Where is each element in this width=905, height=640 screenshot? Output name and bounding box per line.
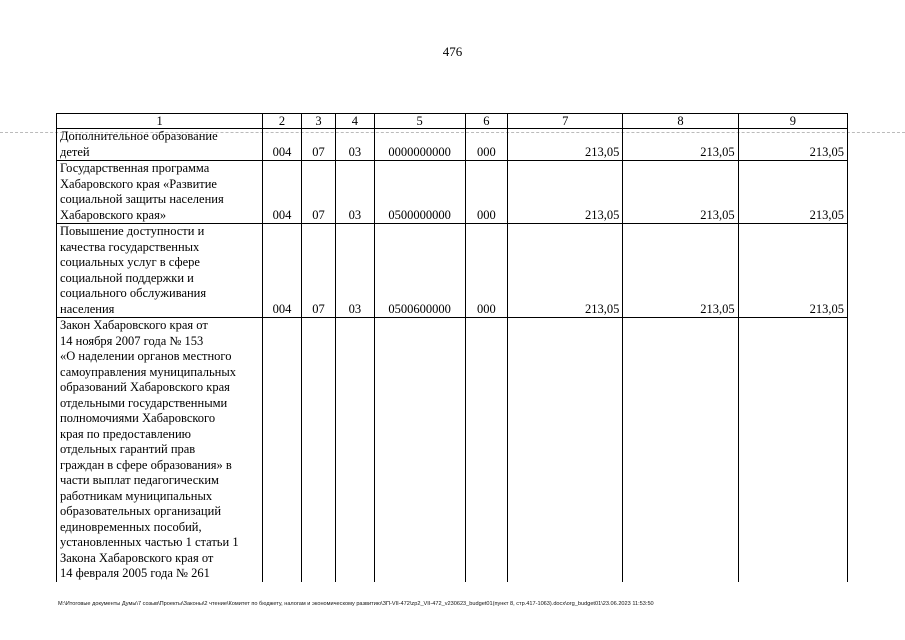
name-line: Повышение доступности и bbox=[60, 224, 205, 238]
name-line: Закона Хабаровского края от bbox=[60, 550, 214, 565]
name-line: края по предоставлению bbox=[60, 426, 192, 441]
column-header: 7 bbox=[508, 114, 623, 129]
name-line: самоуправления муниципальных bbox=[60, 364, 236, 379]
name-line: полномочиями Хабаровского bbox=[60, 411, 216, 425]
row-name-cell bbox=[57, 129, 263, 161]
column-header: 5 bbox=[374, 114, 465, 129]
cell-amount: 213,05 bbox=[738, 129, 847, 161]
name-line: социального обслуживания bbox=[60, 286, 207, 300]
row-name-cell bbox=[57, 318, 263, 582]
name-line: образовательных организаций bbox=[60, 504, 222, 518]
cell-amount: 213,05 bbox=[508, 224, 623, 318]
cell-section bbox=[301, 318, 335, 582]
name-line: работникам муниципальных bbox=[60, 488, 213, 503]
row-name-cell bbox=[57, 161, 263, 224]
document-path-footer: M:\Итоговые документы Думы\7 созыв\Проекты\Законы\2 чтение\Комитет по бюджету, налогам и экономическому развитию\ЗП-VII-472\zp2_VII-472_v230623_budget01(пункт 8, стр.417-1063).docx\org_budget01\23.06.2023 11:53:50 bbox=[58, 601, 654, 607]
column-header: 6 bbox=[465, 114, 507, 129]
name-line: социальной защиты населения bbox=[60, 192, 224, 206]
table-row bbox=[57, 161, 848, 224]
column-header: 8 bbox=[623, 114, 738, 129]
cell-subsection bbox=[336, 318, 374, 582]
name-line: граждан в сфере образования» в bbox=[60, 457, 232, 472]
name-line: Хабаровского края» bbox=[60, 207, 167, 222]
name-line: социальной поддержки и bbox=[60, 270, 194, 285]
cell-target-article: 0500000000 bbox=[374, 161, 465, 224]
cell-amount bbox=[623, 318, 738, 582]
name-line: Хабаровского края «Развитие bbox=[60, 176, 217, 191]
cell-expense-type: 000 bbox=[465, 161, 507, 224]
cell-target-article: 0500600000 bbox=[374, 224, 465, 318]
name-line: единовременных пособий, bbox=[60, 519, 202, 534]
column-header: 1 bbox=[57, 114, 263, 129]
column-header: 2 bbox=[263, 114, 301, 129]
name-line: отдельных гарантий прав bbox=[60, 442, 196, 456]
cell-code bbox=[263, 318, 301, 582]
table-row bbox=[57, 224, 848, 318]
cell-code: 004 bbox=[263, 129, 301, 161]
column-header: 9 bbox=[738, 114, 847, 129]
name-line: детей bbox=[60, 144, 90, 159]
cell-section: 07 bbox=[301, 129, 335, 161]
cell-subsection: 03 bbox=[336, 161, 374, 224]
cell-amount bbox=[738, 318, 847, 582]
cell-expense-type: 000 bbox=[465, 129, 507, 161]
name-line: населения bbox=[60, 301, 115, 316]
cell-subsection: 03 bbox=[336, 129, 374, 161]
cell-amount: 213,05 bbox=[738, 161, 847, 224]
name-line: социальных услуг в сфере bbox=[60, 255, 200, 269]
name-line: 14 ноября 2007 года № 153 bbox=[60, 333, 204, 348]
name-line: «О наделении органов местного bbox=[60, 349, 232, 363]
cell-section: 07 bbox=[301, 161, 335, 224]
cell-amount: 213,05 bbox=[508, 129, 623, 161]
table-row bbox=[57, 129, 848, 161]
cell-amount: 213,05 bbox=[623, 161, 738, 224]
table-header-row bbox=[57, 114, 848, 129]
cell-amount bbox=[508, 318, 623, 582]
cell-amount: 213,05 bbox=[508, 161, 623, 224]
column-header: 3 bbox=[301, 114, 335, 129]
page-number: 476 bbox=[442, 44, 463, 59]
cell-target-article bbox=[374, 318, 465, 582]
name-line: качества государственных bbox=[60, 239, 200, 254]
name-line: части выплат педагогическим bbox=[60, 473, 219, 487]
cell-amount: 213,05 bbox=[623, 224, 738, 318]
name-line: Закон Хабаровского края от bbox=[60, 318, 208, 332]
table-row bbox=[57, 318, 848, 582]
name-line: отдельными государственными bbox=[60, 395, 228, 410]
cell-amount: 213,05 bbox=[623, 129, 738, 161]
name-line: 14 февраля 2005 года № 261 bbox=[60, 566, 210, 580]
budget-table bbox=[56, 113, 848, 582]
cell-code: 004 bbox=[263, 224, 301, 318]
cell-expense-type bbox=[465, 318, 507, 582]
cell-target-article: 0000000000 bbox=[374, 129, 465, 161]
cell-code: 004 bbox=[263, 161, 301, 224]
column-header: 4 bbox=[336, 114, 374, 129]
name-line: Государственная программа bbox=[60, 161, 210, 175]
cell-subsection: 03 bbox=[336, 224, 374, 318]
name-line: образований Хабаровского края bbox=[60, 380, 230, 394]
cell-amount: 213,05 bbox=[738, 224, 847, 318]
cell-section: 07 bbox=[301, 224, 335, 318]
name-line: Дополнительное образование bbox=[60, 129, 218, 143]
row-name-cell bbox=[57, 224, 263, 318]
cell-expense-type: 000 bbox=[465, 224, 507, 318]
name-line: установленных частью 1 статьи 1 bbox=[60, 535, 239, 549]
